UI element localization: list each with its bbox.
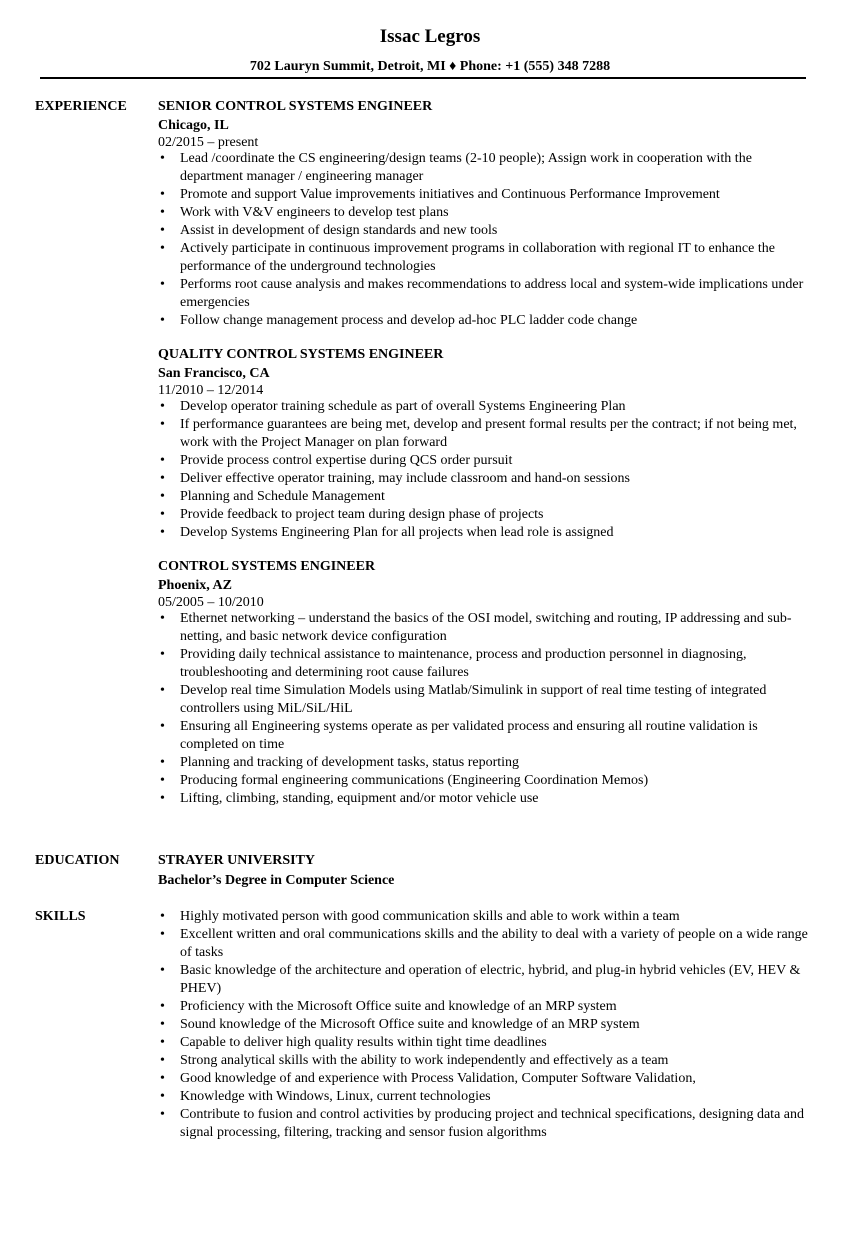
list-item — [158, 186, 815, 204]
job-title: CONTROL SYSTEMS ENGINEER — [158, 559, 376, 574]
bullet-icon: • — [160, 755, 165, 770]
job-bullets — [158, 150, 815, 330]
section-title-experience: EXPERIENCE — [35, 99, 127, 114]
bullet-icon: • — [160, 999, 165, 1014]
section-title-education: EDUCATION — [35, 853, 120, 868]
job-entry — [158, 558, 815, 808]
bullet-text: Develop Systems Engineering Plan for all projects when lead role is assigned — [180, 525, 614, 540]
list-item — [158, 610, 815, 646]
bullet-icon: • — [160, 223, 165, 238]
skill-text: Capable to deliver high quality results within tight time deadlines — [180, 1035, 547, 1050]
bullet-icon: • — [160, 611, 165, 626]
list-item — [158, 1052, 815, 1070]
bullet-icon: • — [160, 417, 165, 432]
list-item — [158, 772, 815, 790]
list-item — [158, 398, 815, 416]
bullet-text: Develop operator training schedule as part of overall Systems Engineering Plan — [180, 399, 626, 414]
bullet-text: Follow change management process and develop ad-hoc PLC ladder code change — [180, 313, 638, 328]
job-title: QUALITY CONTROL SYSTEMS ENGINEER — [158, 347, 444, 362]
job-location: Chicago, IL — [158, 118, 229, 133]
bullet-icon: • — [160, 909, 165, 924]
list-item — [158, 1070, 815, 1088]
list-item — [158, 790, 815, 808]
skill-text: Strong analytical skills with the ability to work independently and effectively as a team — [180, 1053, 669, 1068]
education-school: STRAYER UNIVERSITY — [158, 853, 316, 868]
job-bullets — [158, 398, 815, 542]
bullet-icon: • — [160, 525, 165, 540]
job-entry — [158, 98, 815, 330]
bullet-text: Promote and support Value improvements initiatives and Continuous Performance Improvement — [180, 187, 720, 202]
list-item — [158, 470, 815, 488]
skills-list — [158, 908, 815, 1142]
bullet-icon: • — [160, 187, 165, 202]
bullet-icon: • — [160, 927, 165, 942]
list-item — [158, 908, 815, 926]
list-item — [158, 222, 815, 240]
bullet-icon: • — [160, 963, 165, 978]
header-divider — [40, 77, 806, 79]
bullet-text: Ensuring all Engineering systems operate as per validated process and ensuring all routine validation is completed on time — [180, 719, 758, 752]
skill-text: Sound knowledge of the Microsoft Office suite and knowledge of an MRP system — [180, 1017, 640, 1032]
job-location: San Francisco, CA — [158, 366, 270, 381]
bullet-text: Performs root cause analysis and makes recommendations to address local and system-wide implications under emergencies — [180, 277, 804, 310]
list-item — [158, 1088, 815, 1106]
skill-text: Knowledge with Windows, Linux, current technologies — [180, 1089, 491, 1104]
bullet-text: Planning and tracking of development tasks, status reporting — [180, 755, 520, 770]
candidate-name: Issac Legros — [379, 26, 481, 47]
list-item — [158, 276, 815, 312]
bullet-icon: • — [160, 489, 165, 504]
bullet-icon: • — [160, 277, 165, 292]
bullet-icon: • — [160, 241, 165, 256]
skills-body — [158, 908, 815, 1142]
list-item — [158, 646, 815, 682]
bullet-text: Provide feedback to project team during design phase of projects — [180, 507, 544, 522]
skill-text: Good knowledge of and experience with Process Validation, Computer Software Validation, — [180, 1071, 696, 1086]
resume-header — [0, 0, 860, 75]
skill-text: Excellent written and oral communications skills and the ability to deal with a variety of people on a wide range of tasks — [180, 927, 808, 960]
bullet-text: Planning and Schedule Management — [180, 489, 385, 504]
bullet-text: Develop real time Simulation Models using Matlab/Simulink in support of real time testing of integrated controllers using MiL/SiL/HiL — [180, 683, 767, 716]
list-item — [158, 416, 815, 452]
bullet-icon: • — [160, 471, 165, 486]
bullet-icon: • — [160, 683, 165, 698]
contact-line: 702 Lauryn Summit, Detroit, MI ♦ Phone: +1 (555) 348 7288 — [249, 59, 611, 74]
bullet-icon: • — [160, 313, 165, 328]
skill-text: Highly motivated person with good communication skills and able to work within a team — [180, 909, 680, 924]
list-item — [158, 488, 815, 506]
bullet-icon: • — [160, 719, 165, 734]
bullet-text: Producing formal engineering communications (Engineering Coordination Memos) — [180, 773, 649, 788]
list-item — [158, 998, 815, 1016]
list-item — [158, 926, 815, 962]
bullet-icon: • — [160, 1071, 165, 1086]
job-location: Phoenix, AZ — [158, 578, 232, 593]
education-body — [158, 852, 815, 890]
skill-text: Proficiency with the Microsoft Office suite and knowledge of an MRP system — [180, 999, 617, 1014]
skill-text: Basic knowledge of the architecture and operation of electric, hybrid, and plug-in hybrid vehicles (EV, HEV & PHEV) — [180, 963, 801, 996]
job-dates: 05/2005 – 10/2010 — [158, 595, 264, 610]
bullet-icon: • — [160, 1089, 165, 1104]
bullet-icon: • — [160, 647, 165, 662]
bullet-text: Actively participate in continuous improvement programs in collaboration with regional IT to enhance the performance of the underground technologies — [180, 241, 775, 274]
list-item — [158, 524, 815, 542]
list-item — [158, 506, 815, 524]
list-item — [158, 682, 815, 718]
list-item — [158, 1106, 815, 1142]
job-title: SENIOR CONTROL SYSTEMS ENGINEER — [158, 99, 433, 114]
education-section — [35, 852, 815, 890]
bullet-icon: • — [160, 205, 165, 220]
job-entry — [158, 346, 815, 542]
bullet-icon: • — [160, 151, 165, 166]
bullet-icon: • — [160, 1053, 165, 1068]
bullet-text: Lifting, climbing, standing, equipment and/or motor vehicle use — [180, 791, 539, 806]
bullet-text: Deliver effective operator training, may include classroom and hand-on sessions — [180, 471, 630, 486]
job-bullets — [158, 610, 815, 808]
education-degree: Bachelor’s Degree in Computer Science — [158, 873, 395, 888]
list-item — [158, 1016, 815, 1034]
bullet-text: Lead /coordinate the CS engineering/design teams (2-10 people); Assign work in cooperation with the department manager / engineering manager — [180, 151, 752, 184]
bullet-icon: • — [160, 453, 165, 468]
list-item — [158, 1034, 815, 1052]
job-dates: 11/2010 – 12/2014 — [158, 383, 264, 398]
skills-section — [35, 908, 815, 1142]
experience-section — [35, 98, 815, 824]
section-title-skills: SKILLS — [35, 909, 86, 924]
list-item — [158, 718, 815, 754]
bullet-icon: • — [160, 791, 165, 806]
list-item — [158, 240, 815, 276]
bullet-text: Work with V&V engineers to develop test plans — [180, 205, 449, 220]
bullet-icon: • — [160, 1107, 165, 1122]
list-item — [158, 204, 815, 222]
experience-body — [158, 98, 815, 808]
bullet-icon: • — [160, 399, 165, 414]
list-item — [158, 312, 815, 330]
list-item — [158, 754, 815, 772]
bullet-text: Ethernet networking – understand the basics of the OSI model, switching and routing, IP addressing and sub-netting, and basic network device configuration — [180, 611, 792, 644]
list-item — [158, 962, 815, 998]
list-item — [158, 452, 815, 470]
skill-text: Contribute to fusion and control activities by producing project and technical specifications, designing data and signal processing, filtering, tracking and sensor fusion algorithms — [180, 1107, 804, 1140]
bullet-text: Provide process control expertise during QCS order pursuit — [180, 453, 513, 468]
bullet-icon: • — [160, 1035, 165, 1050]
bullet-text: If performance guarantees are being met, develop and present formal results per the contract; if not being met, work with the Project Manager on plan forward — [180, 417, 797, 450]
bullet-text: Assist in development of design standards and new tools — [180, 223, 498, 238]
bullet-icon: • — [160, 773, 165, 788]
bullet-icon: • — [160, 507, 165, 522]
bullet-text: Providing daily technical assistance to maintenance, process and production personnel in diagnosing, troubleshooting and determining root cause failures — [180, 647, 747, 680]
job-dates: 02/2015 – present — [158, 135, 259, 150]
list-item — [158, 150, 815, 186]
bullet-icon: • — [160, 1017, 165, 1032]
